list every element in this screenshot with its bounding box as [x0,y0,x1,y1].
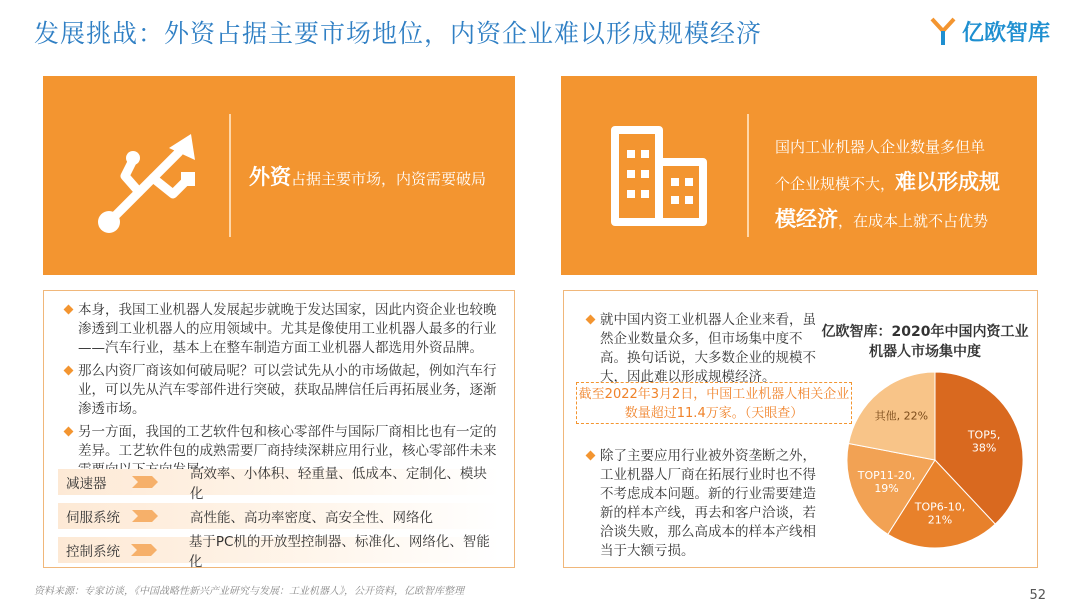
right-panel-line1: 国内工业机器人企业数量多但单 [775,138,986,156]
pie-label-3: 其他, 22% [874,409,929,423]
right-bullet-1: 就中国内资工业机器人企业来看，虽然企业数量众多，但市场集中度不高。换句话说，大多数企业的规模不大，因此难以形成规模经济。 [586,311,824,387]
feature-value: 基于PC机的开放型控制器、标准化、网络化、智能化 [188,534,490,570]
feature-value: 高性能、高功率密度、高安全性、网络化 [190,510,433,526]
feature-row-reducer [58,466,500,502]
feature-value: 高效率、小体积、轻重量、低成本、定制化、模块化 [189,466,487,502]
chevron-right-icon [121,544,180,556]
pie-label-1: TOP6-10, 21% [914,500,966,527]
page-title: 发展挑战：外资占据主要市场地位，内资企业难以形成规模经济 [34,19,763,48]
chevron-right-icon [122,510,182,522]
right-bullet-2: 除了主要应用行业被外资垄断之外，工业机器人厂商在拓展行业时也不得不考虑成本问题。新的行业需要建造新的样本产线，再去和客户洽谈，若洽谈失败，那么高成本的样本产线相当于大额亏损。 [586,447,824,561]
left-bullet-3: 另一方面，我国的工艺软件包和核心零部件与国际厂商相比也有一定的差异。工艺软件包的成熟需要厂商持续深耕应用行业，核心零部件未来 [64,423,508,480]
enterprise-count-notice: 截至2022年3月2日，中国工业机器人相关企业数量超过11.4万家。（天眼查） [576,382,852,424]
logo-text: 亿欧智库 [961,21,1050,46]
pie-label-0: TOP5, 38% [967,428,1001,455]
left-panel-bold: 外资 [249,165,291,189]
right-panel-text [775,130,1025,239]
left-panel-rest: 占据主要市场，内资需要破局 [291,170,487,188]
pie-label-2: TOP11-20, 19% [857,468,916,495]
right-panel-line3a: 模经济 [775,207,838,231]
building-icon [605,122,715,232]
right-highlight-panel [561,76,1037,275]
source-note: 资料来源：专家访谈，《中国战略性新兴产业研究与发展：工业机器人》，公开资料，亿欧智库整理 [34,586,464,597]
right-panel-line3b: ，在成本上就不占优势 [838,212,989,230]
feature-row-control [58,534,500,570]
feature-name: 减速器 [66,476,107,492]
left-bullet-list [64,301,508,484]
feature-name: 伺服系统 [66,510,120,526]
left-content-box [43,290,515,568]
right-panel-line2b: 难以形成规 [895,170,1001,194]
feature-row-servo [58,503,500,529]
right-panel-line2a: 个企业规模不大， [775,175,896,193]
feature-name: 控制系统 [66,544,120,560]
left-bullet-2: 那么内资厂商该如何破局呢？可以尝试先从小的市场做起，例如汽车行业，可以先从汽车零部件进行突破，获取品牌信任后再拓展业务，逐渐渗透市场。 [64,362,508,419]
pie-chart [845,370,1025,550]
logo [930,16,1050,47]
logo-mark-icon [930,17,956,47]
chart-title: 亿欧智库：2020年中国内资工业机器人市场集中度 [821,324,1029,360]
left-highlight-panel [43,76,515,275]
page-number: 52 [1029,588,1046,603]
left-panel-text [249,160,486,197]
chevron-right-icon [122,476,182,488]
left-bullet-1: 本身，我国工业机器人发展起步就晚于发达国家，因此内资企业也较晚渗透到工业机器人的应用领域中。尤其是像使用工业机器人最多的行业——汽车行业，基本上在整车制造方面工业机器人都选用外资品牌。 [64,301,508,358]
usb-icon [91,122,211,242]
